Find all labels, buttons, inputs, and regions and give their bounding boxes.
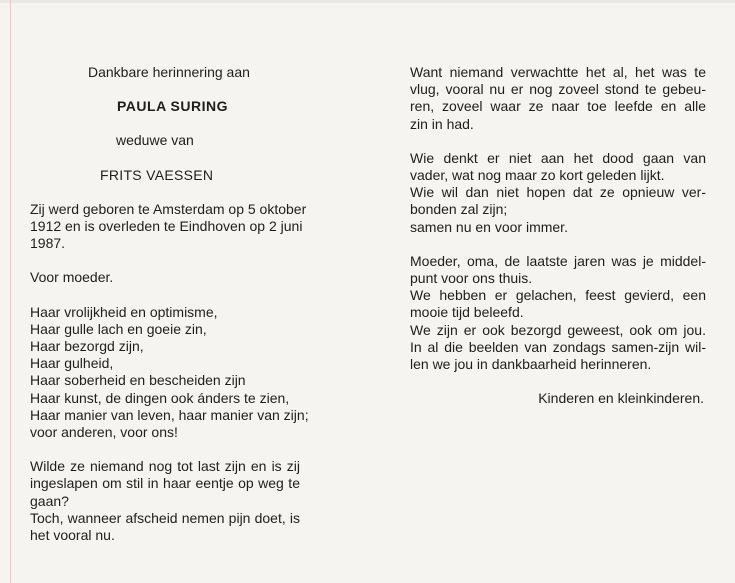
header-text: Dankbare herinnering aan [88,64,250,80]
poem-line: Haar gulheid, [30,355,114,372]
birth-death-paragraph [30,200,307,253]
text-line: Wie denkt er niet aan het dood gaan van [410,149,706,166]
text-line: Wilde ze niemand nog tot last zijn en is zij [30,458,300,475]
poem-line: Haar vrolijkheid en optimisme, [30,303,218,320]
text-line: punt voor ons thuis. [410,270,533,287]
dedication-text: Voor moeder. [30,269,114,286]
poem-line: Haar manier van leven, haar manier van zijn; [30,406,309,423]
text-line: 1987. [30,235,66,252]
text-line: We hebben er gelachen, feest gevierd, een [410,287,706,304]
right-column [410,64,706,407]
left-column [30,64,309,561]
text-line: mooie tijd beleefd. [410,304,524,321]
husband-name: FRITS VAESSEN [100,166,214,183]
poem-line: Haar gulle lach en goeie zin, [30,320,207,337]
widow-of-text: weduwe van [116,132,194,149]
text-line: In al die beelden van zondags samen-zijn wil- [410,338,706,355]
paragraph-2 [410,150,706,236]
text-line: Moeder, oma, de laatste jaren was je middel- [410,252,706,269]
poem-line: Haar soberheid en bescheiden zijn [30,372,246,389]
text-line: samen nu en voor immer. [410,218,568,235]
card-fold-edge [10,0,11,583]
text-line: Toch, wanneer afscheid nemen pijn doet, is [30,509,300,526]
poem-paragraph [30,303,309,442]
text-line: Wie wil dan niet hopen dat ze opnieuw ver- [410,184,706,201]
text-line: We zijn er ook bezorgd geweest, ook om jou. [410,321,706,338]
dedication-paragraph [30,269,300,286]
text-line: vader, wat nog maar zo kort geleden lijkt. [410,167,665,184]
poem-line: Haar kunst, de dingen ook ánders te zien, [30,389,290,406]
paragraph-1 [410,64,706,133]
text-line: gaan? [30,492,69,509]
text-line: ingeslapen om stil in haar eentje op weg te [30,475,300,492]
text-line: Want niemand verwachtte het al, het was te [410,64,706,80]
text-line: het vooral nu. [30,527,115,544]
signature: Kinderen en kleinkinderen. [538,390,704,407]
text-line: 1912 en is overleden te Eindhoven op 2 juni [30,218,303,235]
deceased-name: PAULA SURING [117,98,228,115]
text-line: bonden zal zijn; [410,201,508,218]
poem-line: voor anderen, voor ons! [30,424,178,441]
text-line: vlug, vooral nu er nog zoveel stond te gebeu- [410,81,706,98]
text-line: len we jou in dankbaarheid herinneren. [410,356,652,373]
closing-paragraph [30,458,300,544]
text-line: Zij werd geboren te Amsterdam op 5 oktober [30,200,307,217]
text-line: ren, zoveel waar ze naar toe leefde en alle [410,98,706,115]
card-top-edge [0,0,735,3]
poem-line: Haar bezorgd zijn, [30,338,144,355]
paragraph-3 [410,253,706,373]
text-line: zin in had. [410,115,474,132]
